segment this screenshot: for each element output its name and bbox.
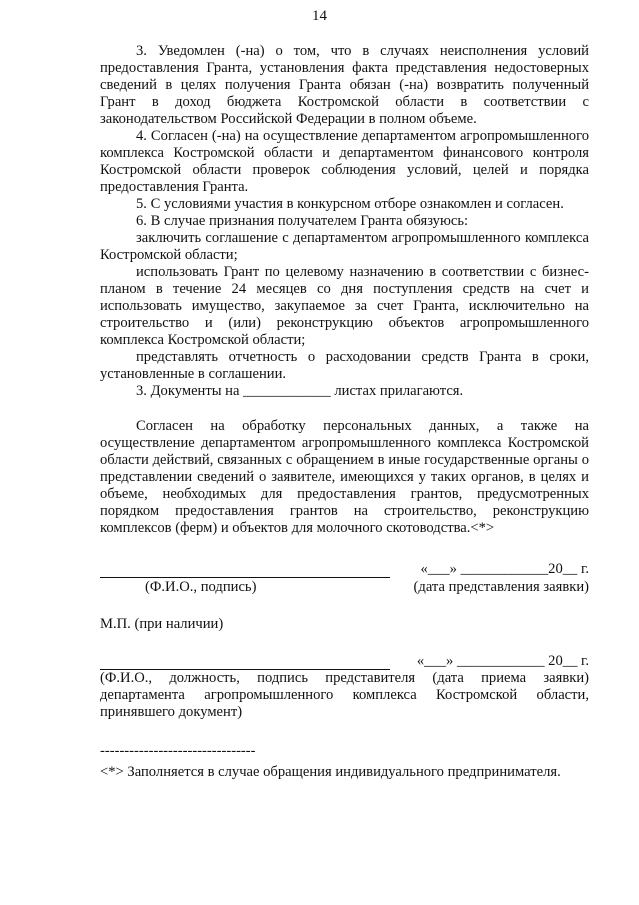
obligation-use-grant: использовать Грант по целевому назначению в соответствии с бизнес-планом в течение 24 месяцев со дня поступления средств на счет и использовать имущество, закупаемое за счет Гранта, исключительно на строительство и (или) реконструкцию объектов агропромышленного комплекса Костромской области;	[100, 264, 589, 348]
paragraph-personal-data-consent: Согласен на обработку персональных данных, а также на осуществление департаментом агропромышленного комплекса Костромской области действий, связанных с обращением в иные государственные органы о представлении сведений о заявителе, имеющихся у таких органов, в целях и объеме, необходимых для предоставления грантов, предусмотренных порядком предоставления грантов на строительство, реконструкцию комплексов (ферм) и объектов для молочного скотоводства.<*>	[100, 418, 589, 536]
official-caption-line-2: департамента агропромышленного комплекса Костромской области,	[100, 687, 589, 703]
documents-suffix: листах прилагаются.	[334, 383, 464, 399]
paragraph-consent-inspections: 4. Согласен (-на) на осуществление департаментом агропромышленного комплекса Костромской области и департаментом финансового контроля Костромской области проверок соблюдения условий, целей и порядка предоставления Гранта.	[100, 128, 589, 195]
document-body	[100, 43, 589, 781]
applicant-caption-row	[100, 579, 589, 596]
applicant-signature-line	[100, 563, 390, 578]
official-signature-row	[100, 653, 589, 670]
page-number: 14	[312, 8, 327, 24]
official-caption-line-1: (Ф.И.О., должность, подпись представителя (дата приема заявки)	[100, 670, 589, 686]
documents-attached-line	[100, 383, 589, 400]
applicant-date-caption: (дата представления заявки)	[413, 579, 589, 595]
official-date-line: «___» ____________ 20__ г.	[416, 653, 589, 669]
footnote-text: <*> Заполняется в случае обращения индивидуального предпринимателя.	[100, 764, 561, 780]
official-signature-line	[100, 655, 390, 670]
applicant-name-caption: (Ф.И.О., подпись)	[145, 579, 257, 595]
paragraph-obligations-intro: 6. В случае признания получателем Гранта обязуюсь:	[136, 213, 469, 229]
applicant-signature-row	[100, 561, 589, 578]
footnote-separator: --------------------------------	[100, 743, 256, 759]
documents-prefix: 3. Документы на	[136, 383, 240, 399]
stamp-note: М.П. (при наличии)	[100, 616, 224, 632]
obligation-agreement: заключить соглашение с департаментом агропромышленного комплекса Костромской области;	[100, 230, 589, 263]
paragraph-conditions-acknowledged: 5. С условиями участия в конкурсном отборе ознакомлен и согласен.	[136, 196, 564, 212]
applicant-date-line: «___» ____________20__ г.	[420, 561, 589, 577]
official-caption-line-3: принявшего документ)	[100, 704, 243, 720]
documents-sheets-blank: ____________	[243, 383, 331, 399]
paragraph-notice: 3. Уведомлен (-на) о том, что в случаях неисполнения условий предоставления Гранта, установления факта представления недостоверных сведений в целях получения Гранта обязан (-на) возвратить полученный Грант в доход бюджета Костромской области в соответствии с законодательством Российской Федерации в полном объеме.	[100, 43, 589, 127]
obligation-reporting: представлять отчетность о расходовании средств Гранта в сроки, установленные в соглашении.	[100, 349, 589, 382]
